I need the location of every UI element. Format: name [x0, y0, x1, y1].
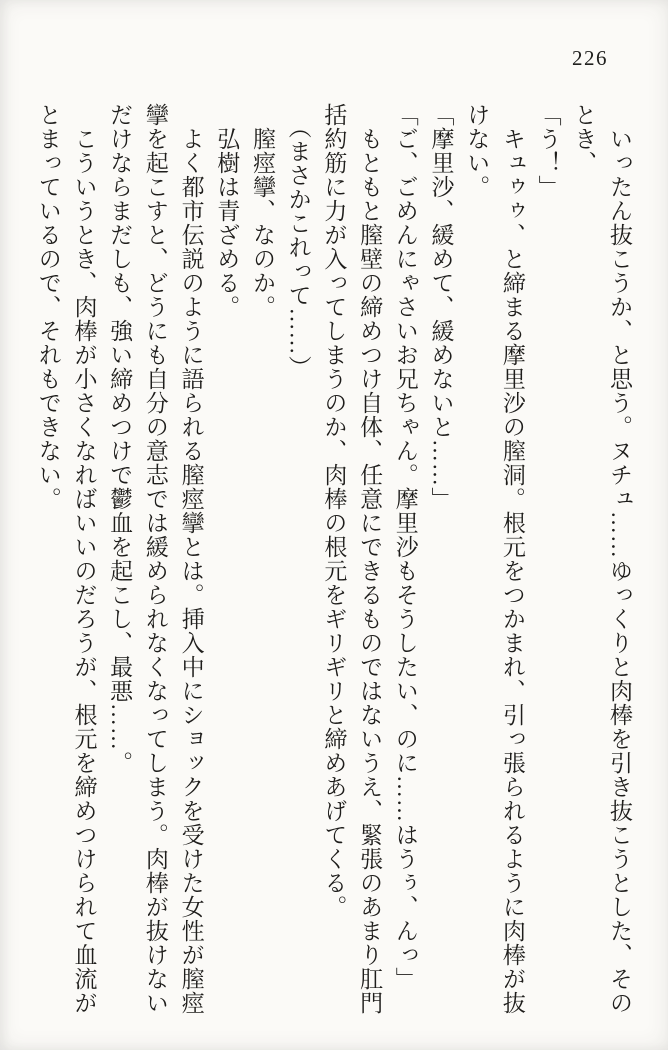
vertical-text-block: [30, 103, 637, 1021]
text-column: 膣痙攣、なのか。: [249, 103, 275, 319]
text-column: こういうとき、肉棒が小さくなればいいのだろうが、根元を締めつけられて血流が: [71, 103, 97, 1015]
text-column: だけならまだしも、強い締めつけで鬱血を起こし、最悪……。: [107, 103, 133, 775]
text-column: 「ご、ごめんにゃさいお兄ちゃん。摩里沙もそうしたい、のに……はうぅ、んっ」: [392, 103, 418, 991]
text-column: もともと膣壁の締めつけ自体、任意にできるものではないうえ、緊張のあまり肛門: [357, 103, 383, 1015]
text-column: よく都市伝説のように語られる膣痙攣とは。挿入中にショックを受けた女性が膣痙: [178, 103, 204, 1015]
text-column: 括約筋に力が入ってしまうのか、肉棒の根元をギリギリと締めあげてくる。: [321, 103, 347, 919]
text-column: とまっているので、それもできない。: [35, 103, 61, 511]
text-column: （まさかこれって……）: [285, 103, 311, 380]
text-column: いったん抜こうか、と思う。ヌチュ……ゆっくりと肉棒を引き抜こうとした、その: [607, 103, 632, 1015]
text-column: 「う！」: [535, 103, 561, 199]
text-column: キュゥゥ、と締まる摩里沙の膣洞。根元をつかまれ、引っ張られるように肉棒が抜: [499, 103, 525, 1015]
page-number: 226: [572, 46, 608, 70]
text-column: 攣を起こすと、どうにも自分の意志では緩められなくなってしまう。肉棒が抜けない: [142, 103, 168, 1015]
text-column: 「摩里沙、緩めて、緩めないと……」: [428, 103, 454, 511]
text-column: 弘樹は青ざめる。: [214, 103, 240, 319]
text-column: けない。: [464, 103, 490, 199]
text-column: とき、: [571, 103, 597, 175]
